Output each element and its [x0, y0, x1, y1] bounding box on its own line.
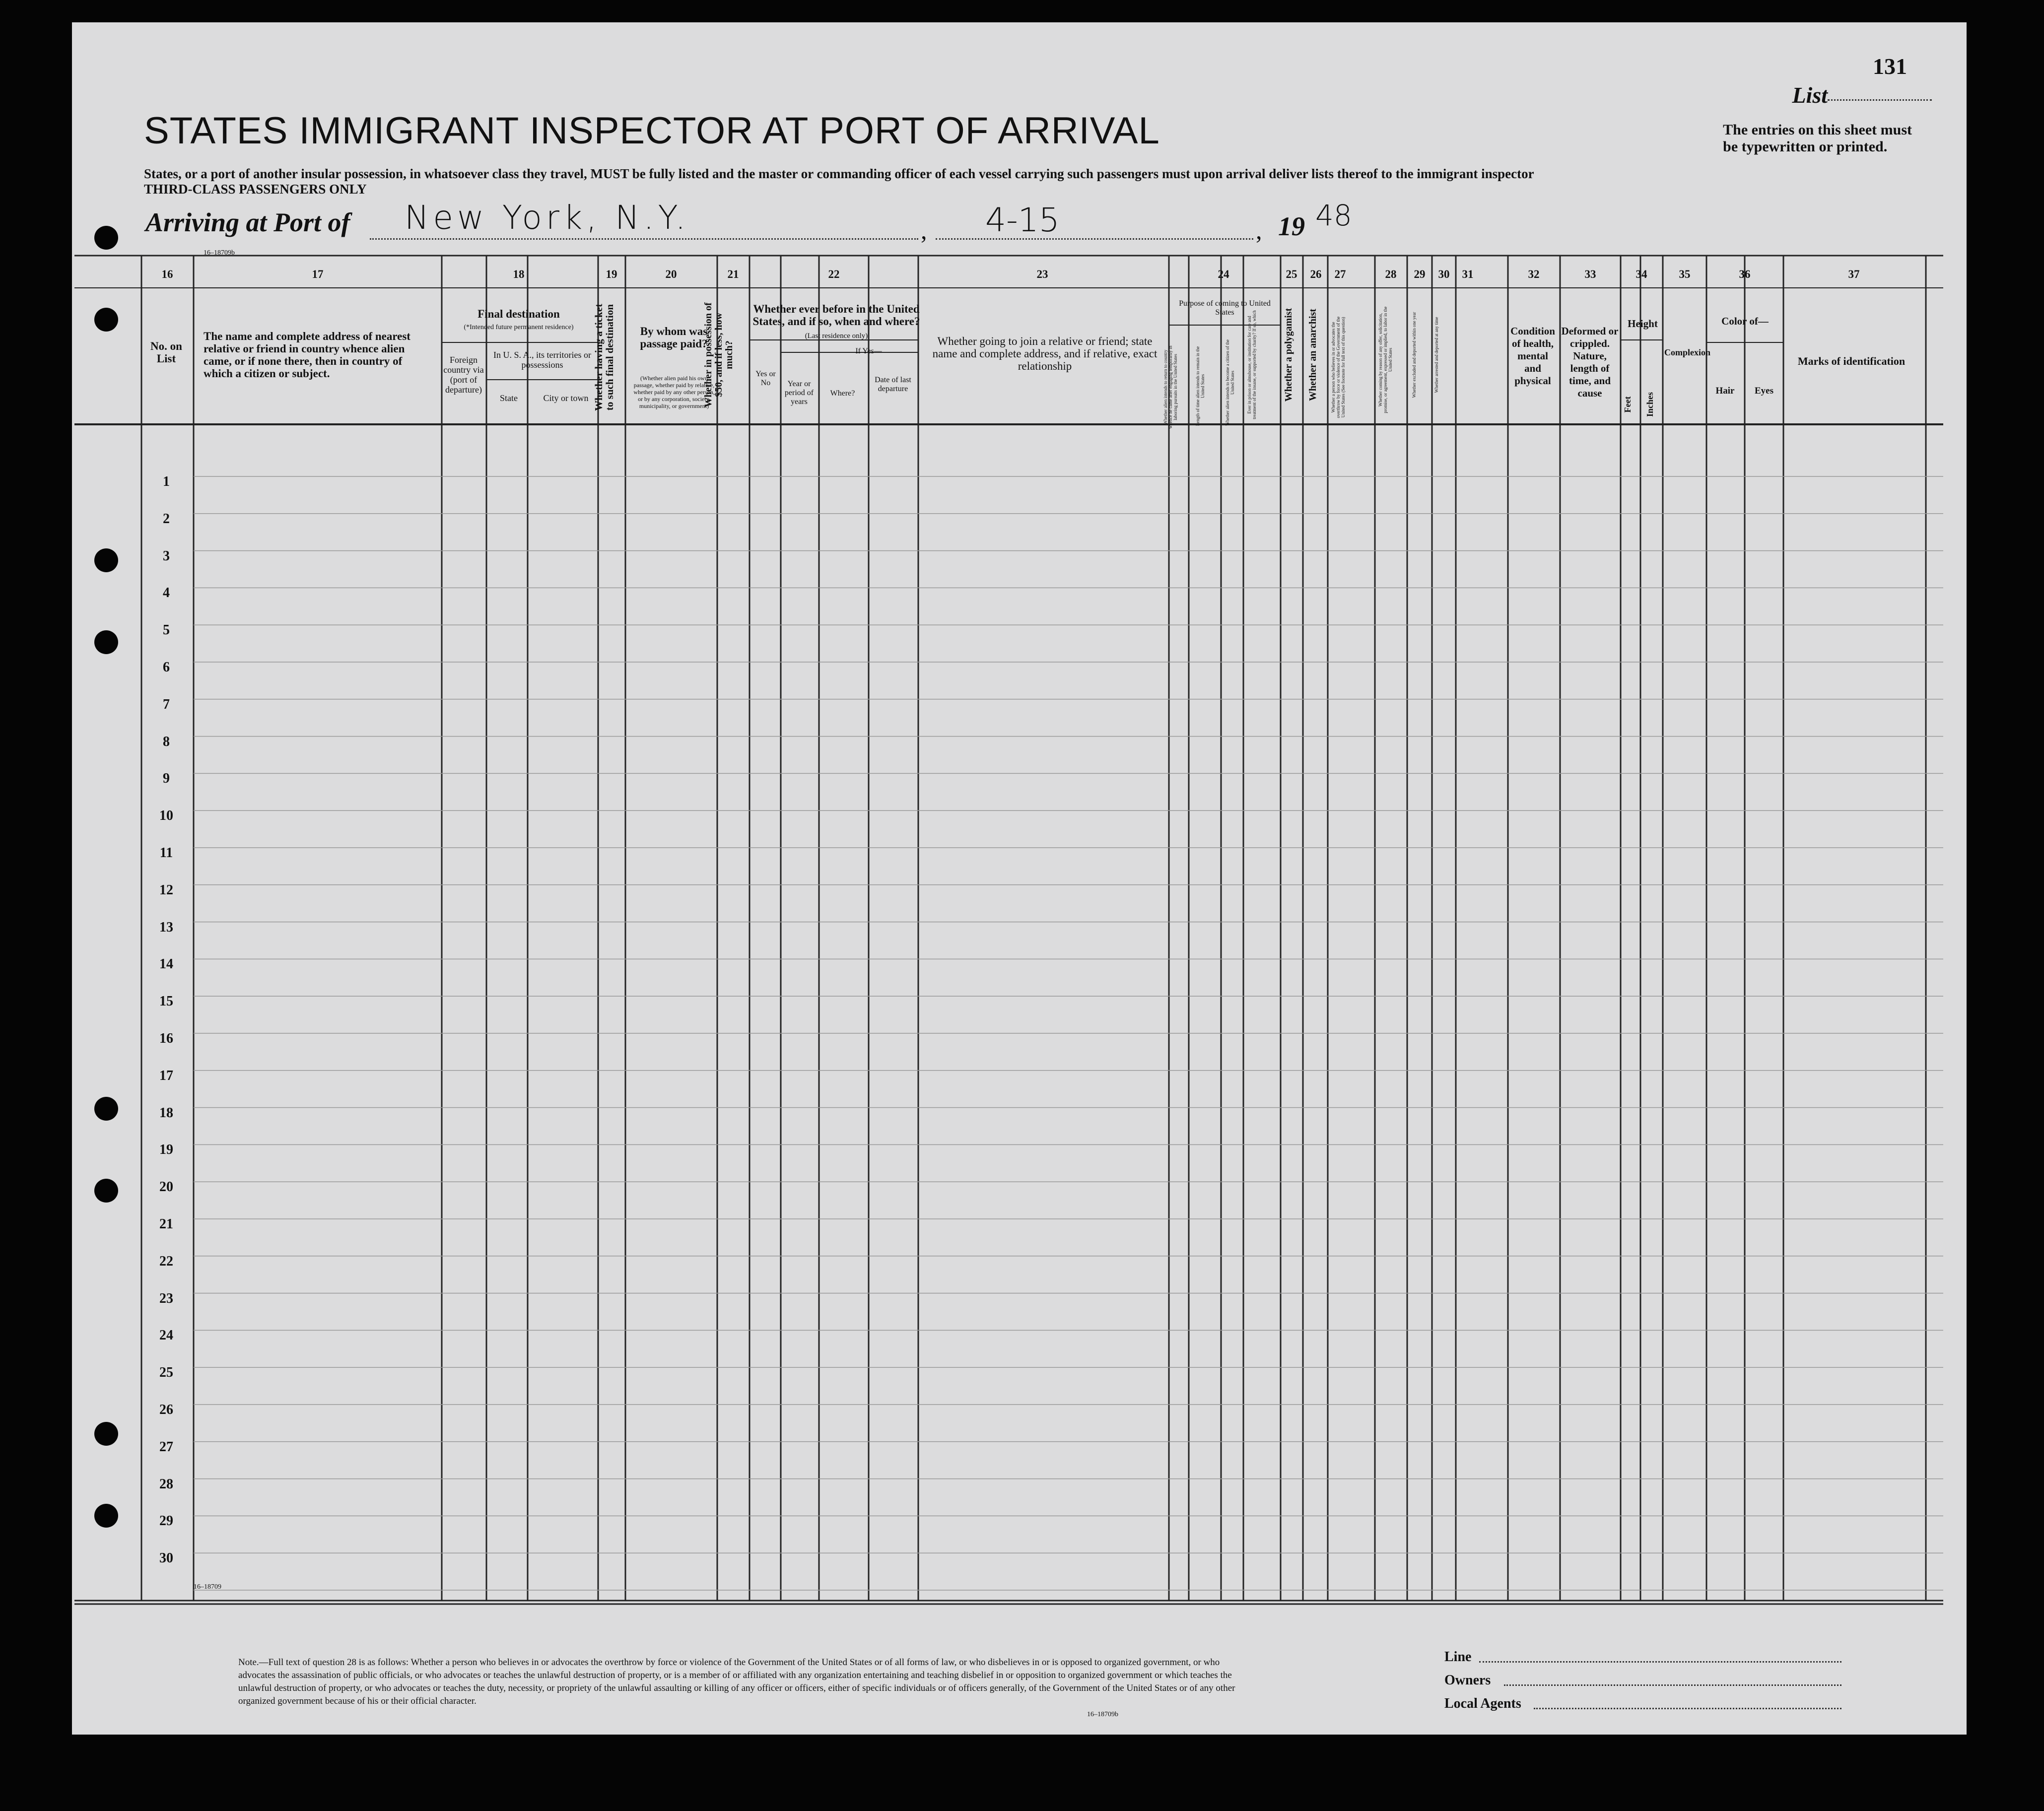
manifest-sheet: 131 List The entries on this sheet must be typewritten or printed. STATES IMMIGRANT INSPECTOR AT PORT OF ARRIVAL States, or a port of another insular possession, in whatsoever class they travel, MUST be fully listed and the master or commanding officer of each vessel carrying such passengers must upon arrival deliver lists thereof to the immigrant inspector THIRD-CLASS PASSENGERS ONLY Arriving at Port of New York, N.Y. , 4-15 , 19 48 16–18709b 16 17 18 19 20 21 22 23 24 25 26 27 28 29 30 31 32 33 34 35 36 37 No. on List The name and complete address of nearest relative or friend in country whence alien came, or if none there, then in country of which a citizen or subject. Final destination (*Intended future permanent residence) Foreign country via (port of departure) In U. S. A., its territories or possessions State City or town Whether having a ticket to such final destination By whom was passage paid? (Whether alien paid his own passage, whether paid by relative, whether paid by any other person, or by any corporation, society, municipality, or government) Whether in possession of $50, and if less, how much? Whether ever before in the United States, and if so, when and where? (Last residence only) If Yes— Yes or No Year or period of years Where? Date of last departure Whether going to join a relative or friend; state name and complete address, and if relative, exact relationship Purpose of coming to United States Whether alien intends to return to country whence he came after engaging temporarily in laboring pursuits in the United States Length of time alien intends to remain in the United States Whether alien intends to become a citizen of the United States Ever in prison or almshouse, or institution for care and treatment of the insane, or supported by charity? If so, which Whether a polygamist Whether an anarchist Whether a person who believes in or advocates the overthrow by force or violence of the Government of the United States (See footnote for full text of this question) Whether coming by reason of any offer, solicitation, promise, or agreement, expressed or implied, to labor in the United States Whether excluded and deported within one year Whether arrested and deported at any time Condition of health, mental and physical Deformed or crippled. Nature, length of time, and cause Height Feet Inches Complexion Color of— Hair Eyes Marks of identification 1 2 3 4 5 6 7 8 9 10 11 12 13 14 15 16 17 18 19 20 21 22 23 24 25 26 27 28 29 30 16–18709 Note.—Full text of question 28 is as follows: Whether a person who believes in or advocates the overthrow by force or violence of the Government of the United States or of all forms of law, or who disbelieves in or is opposed to organized government, or who advocates the assassination of public officials, or who advocates or teaches the unlawful destruction of property, or is a member of or affiliated with any organization entertaining and teaching disbelief in or opposition to organized government or which teaches the unlawful destruction of property, or who advocates or teaches the duty, necessity, or propriety of the unlawful assaulting or killing of any officer or officers, either of specific individuals or of officers generally, of the Government of the United States or of any other organized government because of his or their official character. 16–18709b Line Owners Local Agents: [72, 22, 1967, 1735]
header-final-destination-note: (*Intended future permanent residence): [464, 324, 574, 331]
column-number-33: 33: [1584, 268, 1596, 280]
header-nearest-relative: The name and complete address of nearest relative or friend in country whence alien came, or if none there, then in country of which a citizen or subject.: [204, 330, 410, 380]
local-agents-label: Local Agents: [1444, 1696, 1521, 1711]
punch-hole: [94, 308, 118, 332]
header-anarchist: Whether an anarchist: [1307, 309, 1318, 401]
row-number-19: 19: [159, 1142, 173, 1158]
column-number-21: 21: [727, 268, 739, 280]
form-code-bottom-left: 16–18709: [194, 1583, 221, 1591]
column-number-25: 25: [1286, 268, 1297, 280]
form-code-bottom-right: 16–18709b: [1087, 1711, 1118, 1718]
header-purpose: Purpose of coming to United States: [1179, 299, 1271, 317]
row-number-25: 25: [159, 1365, 173, 1381]
column-number-17: 17: [312, 268, 324, 280]
line-label: Line: [1444, 1649, 1472, 1665]
column-number-32: 32: [1528, 268, 1540, 280]
header-state: State: [500, 393, 518, 403]
header-prison-charity: Ever in prison or almshouse, or institution for care and treatment of the insane, or supported by charity? If so, which: [1247, 310, 1257, 419]
header-color-of: Color of—: [1721, 315, 1769, 327]
year-handwritten: 48: [1315, 199, 1352, 232]
punch-hole: [94, 1179, 118, 1203]
header-where: Where?: [830, 389, 855, 398]
form-subtitle: States, or a port of another insular possession, in whatsoever class they travel, MUST be fully listed and the master or commanding officer of each vessel carrying such passengers must upon arrival deliver lists thereof to the immigrant inspector THIRD-CLASS PASSENGERS ONLY: [144, 166, 1534, 197]
header-inches: Inches: [1645, 392, 1655, 417]
row-number-12: 12: [159, 882, 173, 898]
row-number-3: 3: [163, 548, 170, 564]
column-number-28: 28: [1385, 268, 1397, 280]
column-number-29: 29: [1414, 268, 1426, 280]
header-height: Height: [1628, 318, 1658, 330]
header-marks-identification: Marks of identification: [1797, 355, 1906, 367]
header-date-last-departure: Date of last departure: [875, 376, 911, 393]
punch-hole: [94, 1097, 118, 1121]
row-number-22: 22: [159, 1253, 173, 1269]
local-agents-blank: [1534, 1708, 1841, 1709]
column-number-23: 23: [1036, 268, 1048, 280]
owners-blank: [1504, 1684, 1841, 1686]
header-passage-paid: By whom was passage paid?: [640, 325, 708, 350]
row-number-27: 27: [159, 1439, 173, 1455]
header-year-period: Year or period of years: [784, 380, 814, 406]
list-label: List: [1792, 82, 1828, 108]
header-q29: Whether coming by reason of any offer, solicitation, promise, or agreement, expressed or implied, to labor in the United States: [1378, 306, 1393, 413]
row-number-5: 5: [163, 622, 170, 638]
row-number-24: 24: [159, 1328, 173, 1343]
header-eyes: Eyes: [1755, 386, 1773, 396]
form-code-top: 16–18709b: [204, 249, 235, 257]
row-number-29: 29: [159, 1513, 173, 1529]
column-number-30: 30: [1438, 268, 1450, 280]
column-number-27: 27: [1334, 268, 1346, 280]
punch-hole: [94, 1504, 118, 1528]
row-number-8: 8: [163, 734, 170, 749]
row-number-2: 2: [163, 511, 170, 527]
date-handwritten: 4-15: [985, 201, 1060, 239]
owners-label: Owners: [1444, 1673, 1491, 1688]
row-number-21: 21: [159, 1216, 173, 1232]
header-ticket: Whether having a ticket to such final destination: [593, 303, 615, 411]
row-number-26: 26: [159, 1402, 173, 1417]
row-number-9: 9: [163, 771, 170, 787]
row-number-13: 13: [159, 919, 173, 935]
header-feet: Feet: [1623, 396, 1633, 413]
column-number-19: 19: [606, 268, 617, 280]
header-passage-paid-note: (Whether alien paid his own passage, whether paid by relative, whether paid by any other person, or by any corporation, society, municipality, or government): [633, 375, 715, 409]
column-number-22: 22: [828, 268, 840, 280]
column-number-20: 20: [665, 268, 677, 280]
row-number-17: 17: [159, 1068, 173, 1083]
column-number-36: 36: [1739, 268, 1751, 280]
header-possession-50: Whether in possession of $50, and if less, how much?: [703, 302, 735, 407]
row-number-28: 28: [159, 1476, 173, 1492]
port-handwritten: New York, N.Y.: [405, 199, 690, 237]
header-last-residence: (Last residence only): [805, 332, 868, 340]
header-complexion: Complexion: [1664, 347, 1711, 357]
column-number-18: 18: [513, 268, 525, 280]
header-in-usa: In U. S. A., its territories or possessions: [493, 350, 591, 370]
header-yes-or-no: Yes or No: [755, 370, 776, 387]
header-q28: Whether a person who believes in or advocates the overthrow by force or violence of the Government of the United States (See footnote for full text of this question): [1331, 316, 1346, 418]
header-ever-before: Whether ever before in the United States, and if so, when and where?: [752, 303, 920, 328]
header-going-to-join: Whether going to join a relative or friend; state name and complete address, and if relative, exact relationship: [932, 335, 1158, 372]
row-number-6: 6: [163, 660, 170, 675]
row-number-14: 14: [159, 956, 173, 972]
row-number-15: 15: [159, 994, 173, 1009]
column-number-26: 26: [1310, 268, 1322, 280]
row-number-1: 1: [163, 474, 170, 489]
header-if-yes: If Yes—: [855, 347, 882, 355]
header-hair: Hair: [1715, 386, 1735, 396]
row-number-18: 18: [159, 1105, 173, 1121]
arriving-label: Arriving at Port of: [145, 207, 350, 237]
column-number-35: 35: [1679, 268, 1691, 280]
header-city-or-town: City or town: [543, 393, 589, 403]
row-number-23: 23: [159, 1290, 173, 1306]
punch-hole: [94, 226, 118, 250]
row-number-20: 20: [159, 1179, 173, 1195]
header-foreign-country: Foreign country via (port of departure): [443, 355, 484, 395]
row-number-11: 11: [159, 845, 173, 861]
row-number-30: 30: [159, 1550, 173, 1566]
header-condition-health: Condition of health, mental and physical: [1510, 325, 1555, 387]
header-final-destination: Final destination: [477, 308, 560, 320]
header-q31: Whether arrested and deported at any time: [1434, 317, 1439, 393]
row-number-10: 10: [159, 808, 173, 824]
footnote-question-28: Note.—Full text of question 28 is as follows: Whether a person who believes in or advocates the overthrow by force or violence of the Government of the United States or of all forms of law, or who disbelieves in or is opposed to organized government, or who advocates the assassination of public officials, or who advocates or teaches the unlawful destruction of property, or is a member of or affiliated with any organization entertaining and teaching disbelief in or opposition to organized government or which teaches the unlawful destruction of property, or who advocates or teaches the duty, necessity, or propriety of the unlawful assaulting or killing of any officer or officers, either of specific individuals or of officers generally, of the Government of the United States or of any other organized government because of his or their official character.: [238, 1657, 1235, 1706]
column-number-31: 31: [1462, 268, 1474, 280]
header-polygamist: Whether a polygamist: [1283, 308, 1294, 402]
column-number-34: 34: [1635, 268, 1647, 280]
header-q30: Whether excluded and deported within one year: [1412, 312, 1417, 398]
year-prefix: 19: [1278, 211, 1305, 241]
row-number-7: 7: [163, 696, 170, 712]
line-blank: [1479, 1661, 1841, 1663]
column-number-24: 24: [1218, 268, 1229, 280]
punch-hole: [94, 1422, 118, 1446]
punch-hole: [94, 630, 118, 654]
row-number-16: 16: [159, 1031, 173, 1046]
header-no-on-list: No. on List: [150, 340, 182, 365]
header-purpose-sub1: Whether alien intends to return to country whence he came after engaging temporarily in laboring pursuits in the United States: [1163, 345, 1178, 429]
header-purpose-sub3: Whether alien intends to become a citizen of the United States: [1225, 339, 1235, 426]
column-number-37: 37: [1848, 268, 1860, 280]
row-number-4: 4: [163, 585, 170, 601]
header-purpose-sub2: Length of time alien intends to remain in the United States: [1195, 346, 1205, 426]
entries-note: The entries on this sheet must be typewritten or printed.: [1723, 122, 1912, 155]
form-title: STATES IMMIGRANT INSPECTOR AT PORT OF ARRIVAL: [144, 110, 1160, 152]
header-deformed: Deformed or crippled. Nature, length of time, and cause: [1561, 325, 1619, 399]
column-number-16: 16: [161, 268, 173, 280]
punch-hole: [94, 548, 118, 572]
list-number: 131: [1873, 54, 1907, 79]
